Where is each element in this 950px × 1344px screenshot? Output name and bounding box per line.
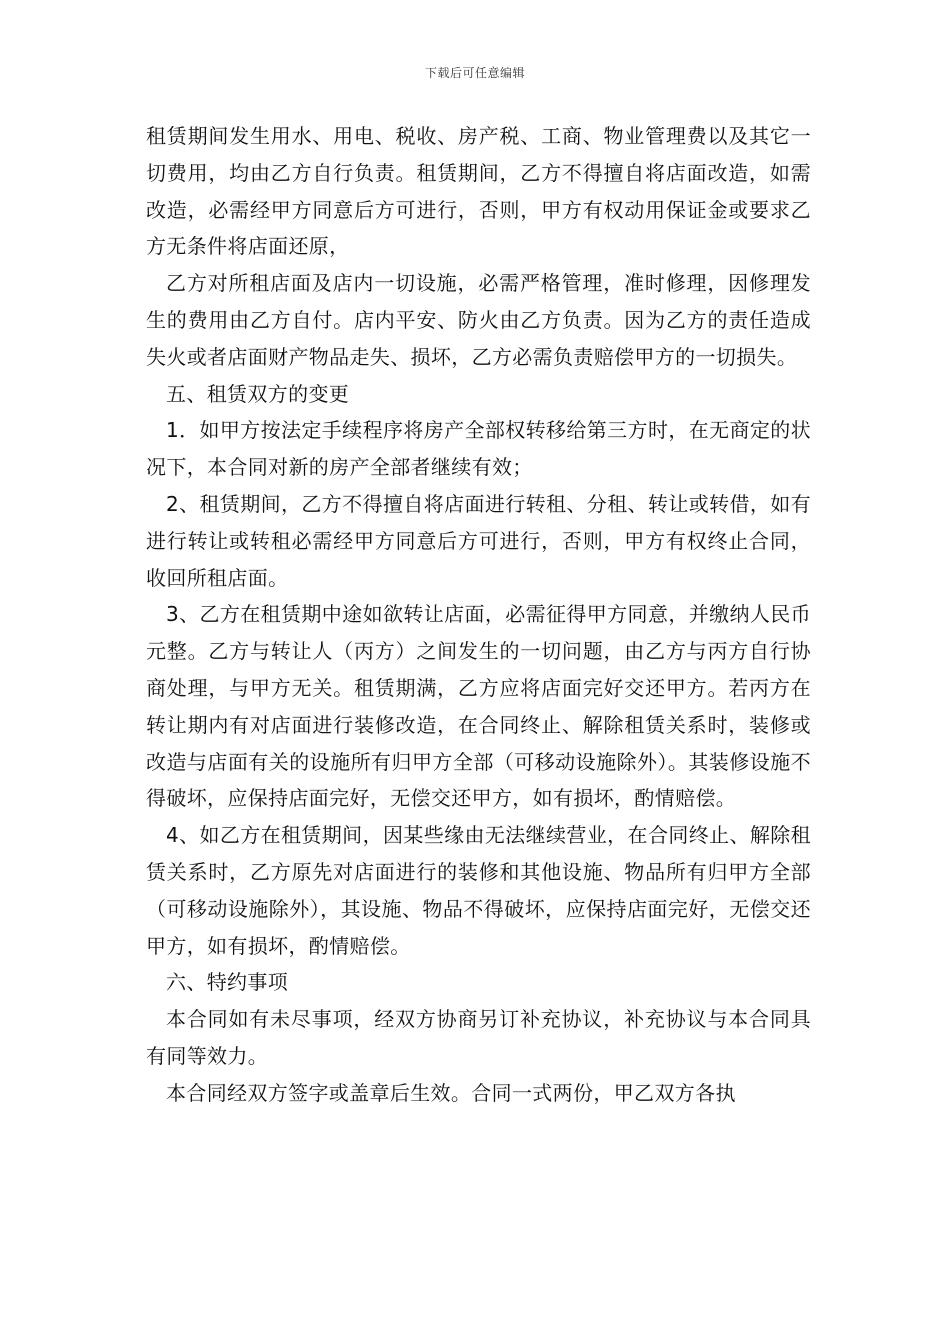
- clause-4-termination: 4、如乙方在租赁期间，因某些缘由无法继续营业，在合同终止、解除租赁关系时，乙方原先对店面进行的装修和其他设施、物品所有归甲方全部（可移动设施除外），其设施、物品不得破坏，应保持店面完好，无偿交还甲方，如有损坏，酌情赔偿。: [146, 823, 811, 958]
- section-heading-changes: 五、租赁双方的变更: [166, 381, 350, 406]
- page-header: 下载后可任意编辑: [424, 66, 525, 80]
- clause-2-sublease: 2、租赁期间，乙方不得擅自将店面进行转租、分租、转让或转借，如有进行转让或转租必需经甲方同意后方可进行，否则，甲方有权终止合同，收回所租店面。: [146, 491, 811, 590]
- document-body: [146, 118, 811, 1112]
- paragraph-supplementary-agreement: 本合同如有未尽事项，经双方协商另订补充协议，补充协议与本合同具有同等效力。: [146, 1007, 811, 1068]
- clause-3-transfer: 3、乙方在租赁期中途如欲转让店面，必需征得甲方同意，并缴纳人民币元整。乙方与转让人（丙方）之间发生的一切问题，由乙方与丙方自行协商处理，与甲方无关。租赁期满，乙方应将店面完好交还甲方。若丙方在转让期内有对店面进行装修改造，在合同终止、解除租赁关系时，装修或改造与店面有关的设施所有归甲方全部（可移动设施除外）。其装修设施不得破坏，应保持店面完好，无偿交还甲方，如有损坏，酌情赔偿。: [146, 602, 811, 811]
- paragraph-effectiveness: 本合同经双方签字或盖章后生效。合同一式两份，甲乙双方各执: [166, 1080, 736, 1105]
- paragraph-fees-and-renovation: 租赁期间发生用水、用电、税收、房产税、工商、物业管理费以及其它一切费用，均由乙方自行负责。租赁期间，乙方不得擅自将店面改造，如需改造，必需经甲方同意后方可进行，否则，甲方有权动用保证金或要求乙方无条件将店面还原，: [146, 124, 811, 259]
- paragraph-facility-management: 乙方对所租店面及店内一切设施，必需严格管理，准时修理，因修理发生的费用由乙方自付。店内平安、防火由乙方负责。因为乙方的责任造成失火或者店面财产物品走失、损坏，乙方必需负责赔偿甲方的一切损失。: [146, 271, 811, 369]
- section-heading-special-terms: 六、特约事项: [166, 970, 289, 995]
- clause-1-ownership-transfer: 1．如甲方按法定手续程序将房产全部权转移给第三方时，在无商定的状况下，本合同对新的房产全部者继续有效；: [146, 418, 811, 480]
